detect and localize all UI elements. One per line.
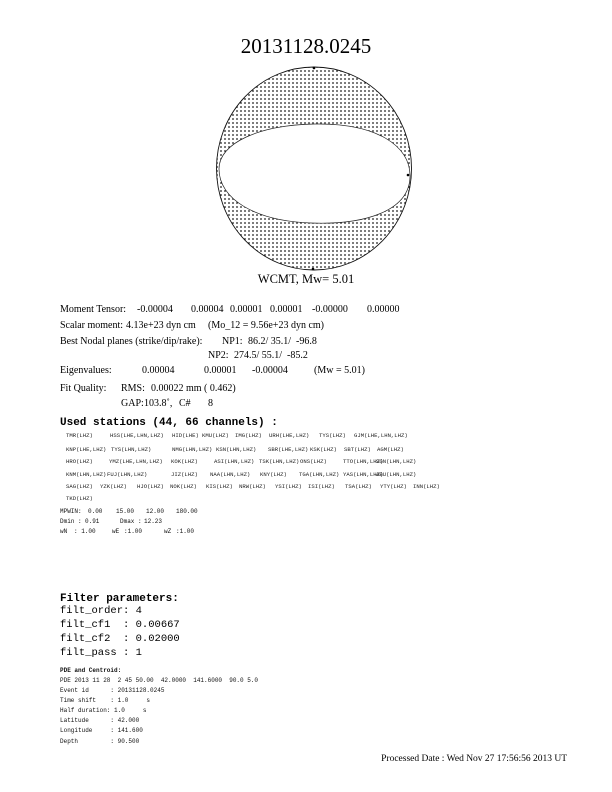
station-item: HSS(LHE,LHN,LHZ) xyxy=(110,432,164,439)
station-item: TMR(LHZ) xyxy=(66,432,93,439)
mpwin-label: MPWIN: xyxy=(60,508,82,515)
station-item: KSN(LHN,LHZ) xyxy=(216,446,257,453)
station-item: SBR(LHE,LHZ) xyxy=(268,446,309,453)
filter-line: filt_pass : 1 xyxy=(60,647,142,659)
station-item: ISI(LHZ) xyxy=(308,483,335,490)
null-axis-marker xyxy=(312,268,315,271)
station-item: TSK(LHN,LHZ) xyxy=(259,458,300,465)
eigenvalue-mw: (Mw = 5.01) xyxy=(314,365,365,376)
gap-label: GAP: xyxy=(121,398,144,409)
station-item: NOK(LHZ) xyxy=(170,483,197,490)
station-item: KIS(LHZ) xyxy=(206,483,233,490)
moment-tensor-label: Moment Tensor: xyxy=(60,304,127,315)
station-item: NMG(LHN,LHZ) xyxy=(172,446,213,453)
dilatational-region xyxy=(219,124,410,223)
station-item: TKD(LHZ) xyxy=(66,495,93,502)
station-item: KMU(LHZ) xyxy=(202,432,229,439)
fit-quality-label: Fit Quality: xyxy=(60,383,107,394)
station-item: TTO(LHN,LHZ) xyxy=(343,458,384,465)
pde-line: Latitude : 42.000 xyxy=(60,717,140,724)
station-item: KNY(LHZ) xyxy=(260,471,287,478)
station-item: KNP(LHE,LHZ) xyxy=(66,446,107,453)
eigenvalue: 0.00001 xyxy=(204,365,237,376)
beachball-label: WCMT, Mw= 5.01 xyxy=(257,272,355,286)
mt-value: 0.00004 xyxy=(191,304,224,315)
station-item: ASI(LHN,LHZ) xyxy=(214,458,255,465)
processed-date: Processed Date : Wed Nov 27 17:56:56 2013 UT xyxy=(381,754,567,764)
filter-line: filt_cf2 : 0.02000 xyxy=(60,633,180,645)
station-item: YAS(LHN,LHZ) xyxy=(343,471,384,478)
wz-value: :1.00 xyxy=(176,528,195,535)
mt-value: -0.00004 xyxy=(137,304,173,315)
page-title: 20131128.0245 xyxy=(240,34,372,58)
wn-label: wN xyxy=(60,528,68,535)
mt-value: 0.00001 xyxy=(230,304,263,315)
mt-value: -0.00000 xyxy=(312,304,348,315)
wn-value: : 1.00 xyxy=(74,528,96,535)
p-axis-marker xyxy=(313,67,316,70)
station-item: ONS(LHZ) xyxy=(300,458,327,465)
station-item: NRW(LHZ) xyxy=(239,483,266,490)
station-item: HRO(LHZ) xyxy=(66,458,93,465)
mpwin-value: 0.00 xyxy=(88,508,103,515)
rms-label: RMS: xyxy=(121,383,145,394)
station-item: FUJ(LHN,LHZ) xyxy=(107,471,148,478)
station-item: IMG(LHZ) xyxy=(235,432,262,439)
filter-title: Filter parameters: xyxy=(60,593,179,605)
station-item: INN(LHZ) xyxy=(413,483,440,490)
mpwin-value: 15.00 xyxy=(116,508,135,515)
station-item: YSI(LHZ) xyxy=(275,483,302,490)
np2-value: 274.5/ 55.1/ -85.2 xyxy=(234,350,308,361)
wz-label: wZ xyxy=(164,528,172,535)
scalar-moment-value: 4.13e+23 dyn cm xyxy=(126,320,196,331)
station-item: TSA(LHZ) xyxy=(345,483,372,490)
station-item: TYS(LHZ) xyxy=(319,432,346,439)
station-item: SBT(LHZ) xyxy=(344,446,371,453)
station-item: HID(LHE) xyxy=(172,432,199,439)
station-item: HJO(LHZ) xyxy=(137,483,164,490)
pde-line: Event id : 20131128.0245 xyxy=(60,687,165,694)
station-item: ABU(LHN,LHZ) xyxy=(376,471,417,478)
station-item: NAA(LHN,LHZ) xyxy=(210,471,251,478)
station-item: KNM(LHN,LHZ) xyxy=(66,471,107,478)
mpwin-value: 180.00 xyxy=(176,508,198,515)
scalar-moment-label: Scalar moment: xyxy=(60,320,124,331)
mt-value: 0.00001 xyxy=(270,304,303,315)
station-item: SAG(LHZ) xyxy=(66,483,93,490)
we-label: wE xyxy=(112,528,120,535)
eigenvalue: -0.00004 xyxy=(252,365,288,376)
mo12-value: (Mo_12 = 9.56e+23 dyn cm) xyxy=(208,320,324,331)
c-value: 8 xyxy=(208,398,213,409)
pde-title: PDE and Centroid: xyxy=(60,667,122,674)
pde-line: Time shift : 1.0 s xyxy=(60,697,151,704)
np2-label: NP2: xyxy=(208,350,229,361)
t-axis-marker xyxy=(407,174,410,177)
dmax-value: 12.23 xyxy=(144,518,163,525)
pde-line: PDE 2013 11 28 2 45 50.00 42.0000 141.6000 90.0 5.0 xyxy=(60,677,259,684)
mpwin-value: 12.00 xyxy=(146,508,165,515)
gap-value: 103.8˚, xyxy=(144,398,173,409)
pde-line: Longitude : 141.600 xyxy=(60,727,143,734)
eigenvalue: 0.00004 xyxy=(142,365,175,376)
station-item: KSK(LHZ) xyxy=(310,446,337,453)
np1-value: 86.2/ 35.1/ -96.8 xyxy=(248,336,317,347)
beachball-diagram xyxy=(215,65,415,275)
station-item: TGA(LHN,LHZ) xyxy=(299,471,340,478)
rms-value: 0.00022 mm ( 0.462) xyxy=(151,383,236,394)
dmin-label: Dmin : xyxy=(60,518,82,525)
np1-label: NP1: xyxy=(222,336,243,347)
station-item: JIZ(LHZ) xyxy=(171,471,198,478)
dmax-label: Dmax : xyxy=(120,518,142,525)
station-item: AGM(LHZ) xyxy=(377,446,404,453)
eigenvalues-label: Eigenvalues: xyxy=(60,365,112,376)
filter-line: filt_cf1 : 0.00667 xyxy=(60,619,180,631)
stations-title: Used stations (44, 66 channels) : xyxy=(60,417,278,429)
dmin-value: 0.91 xyxy=(85,518,100,525)
pde-line: Half duration: 1.0 s xyxy=(60,707,147,714)
station-item: TYS(LHN,LHZ) xyxy=(111,446,152,453)
filter-line: filt_order: 4 xyxy=(60,605,142,617)
c-label: C# xyxy=(179,398,191,409)
station-item: YTY(LHZ) xyxy=(380,483,407,490)
station-item: YMZ(LHE,LHN,LHZ) xyxy=(109,458,163,465)
station-item: GJM(LHE,LHN,LHZ) xyxy=(354,432,408,439)
station-item: URH(LHE,LHZ) xyxy=(269,432,310,439)
station-item: KOK(LHZ) xyxy=(171,458,198,465)
station-item: YZK(LHZ) xyxy=(100,483,127,490)
station-item: SGN(LHN,LHZ) xyxy=(376,458,417,465)
mt-value: 0.00000 xyxy=(367,304,400,315)
we-value: :1.00 xyxy=(124,528,143,535)
nodal-planes-label: Best Nodal planes (strike/dip/rake): xyxy=(60,336,203,347)
pde-line: Depth : 90.500 xyxy=(60,738,140,745)
